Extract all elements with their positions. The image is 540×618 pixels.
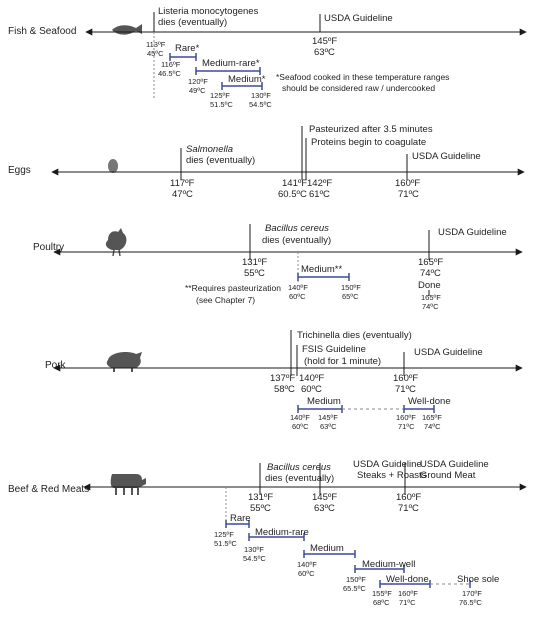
note-pasteurization-1: **Requires pasteurization xyxy=(185,283,281,293)
temp-51-5c: 51.5ºC xyxy=(210,100,233,109)
label-medium: Medium** xyxy=(301,264,343,275)
temp-130f: 130ºF xyxy=(251,91,271,100)
label-bacillus-sub: dies (eventually) xyxy=(262,235,332,246)
temp-145f: 145ºF xyxy=(312,36,338,47)
done-165f: 165ºF xyxy=(421,293,441,302)
temp-60c: 60ºC xyxy=(301,384,322,395)
temp-47c: 47ºC xyxy=(172,189,193,200)
temp-140f: 140ºF xyxy=(299,373,325,384)
label-bacillus: Bacillus cereus xyxy=(267,462,331,473)
temp-125f: 125ºF xyxy=(210,91,230,100)
ss-170f: 170ºF xyxy=(462,589,482,598)
temp-130f: 130ºF xyxy=(244,545,264,554)
temp-49c: 49ºC xyxy=(189,86,206,95)
temp-45c: 45ºC xyxy=(147,49,164,58)
label-usda: USDA Guideline xyxy=(324,13,393,24)
well-71c: 71ºC xyxy=(398,422,415,431)
label-fsis: FSIS Guideline xyxy=(302,344,366,355)
temp-46-5c: 46.5ºC xyxy=(158,69,181,78)
label-well-done: Well-done xyxy=(408,396,451,407)
label-rare: Rare* xyxy=(175,43,200,54)
cow-icon xyxy=(111,474,146,495)
done-74c: 74ºC xyxy=(422,302,439,311)
egg-icon xyxy=(108,159,118,173)
pig-icon xyxy=(107,352,142,372)
well-74c: 74ºC xyxy=(424,422,441,431)
section-pork xyxy=(45,330,522,431)
ss-76-5c: 76.5ºC xyxy=(459,598,482,607)
label-medium-rare: Medium-rare* xyxy=(202,58,260,69)
label-ground-meat: Ground Meat xyxy=(420,470,476,481)
temp-71c: 71ºC xyxy=(398,189,419,200)
medium-60c: 60ºC xyxy=(292,422,309,431)
label-usda: USDA Guideline xyxy=(412,151,481,162)
label-bacillus: Bacillus cereus xyxy=(265,223,329,234)
section-title: Fish & Seafood xyxy=(8,26,77,37)
well-165f: 165ºF xyxy=(422,413,442,422)
temp-120f: 120ºF xyxy=(188,77,208,86)
label-pasteurized: Pasteurized after 3.5 minutes xyxy=(309,124,433,135)
label-trichinella: Trichinella dies (eventually) xyxy=(297,330,412,341)
section-title: Beef & Red Meats xyxy=(8,484,90,495)
label-medium: Medium xyxy=(310,543,344,554)
wd-68c: 68ºC xyxy=(373,598,390,607)
temp-160f: 160ºF xyxy=(395,178,421,189)
temp-51-5c: 51.5ºC xyxy=(214,539,237,548)
temp-125f: 125ºF xyxy=(214,530,234,539)
temp-61c: 61ºC xyxy=(309,189,330,200)
medium-63c: 63ºC xyxy=(320,422,337,431)
fish-icon xyxy=(112,24,142,35)
temp-74c: 74ºC xyxy=(420,268,441,279)
temp-60c: 60ºC xyxy=(289,292,306,301)
temp-55c: 55ºC xyxy=(244,268,265,279)
wd-71c: 71ºC xyxy=(399,598,416,607)
label-salmonella: Salmonella xyxy=(186,144,233,155)
temp-54-5c: 54.5ºC xyxy=(243,554,266,563)
section-eggs xyxy=(8,124,524,200)
section-title: Eggs xyxy=(8,165,31,176)
label-shoe-sole: Shoe sole xyxy=(457,574,500,585)
label-usda-steaks: USDA Guideline xyxy=(353,459,422,470)
section-beef xyxy=(8,459,526,607)
wd-155f: 155ºF xyxy=(372,589,392,598)
section-title: Pork xyxy=(45,360,66,371)
temp-117f: 117ºF xyxy=(170,178,195,189)
label-medium-well: Medium-well xyxy=(362,559,416,570)
medium-145f: 145ºF xyxy=(318,413,338,422)
mw-150f: 150ºF xyxy=(346,575,366,584)
label-well-done: Well-done xyxy=(386,574,429,585)
label-medium: Medium xyxy=(307,396,341,407)
temp-65c: 65ºC xyxy=(342,292,359,301)
label-listeria: Listeria monocytogenes xyxy=(158,6,259,17)
wd-160f: 160ºF xyxy=(398,589,418,598)
mw-65-5c: 65.5ºC xyxy=(343,584,366,593)
temp-141f: 141ºF xyxy=(282,178,308,189)
medium-140f: 140ºF xyxy=(297,560,317,569)
label-bacillus-sub: dies (eventually) xyxy=(265,473,335,484)
temp-54-5c: 54.5ºC xyxy=(249,100,272,109)
temp-55c: 55ºC xyxy=(250,503,271,514)
temp-142f: 142ºF xyxy=(307,178,333,189)
temp-113f: 113ºF xyxy=(146,40,166,49)
note-seafood-1: *Seafood cooked in these temperature ranges xyxy=(276,72,450,82)
label-usda: USDA Guideline xyxy=(414,347,483,358)
label-listeria-sub: dies (eventually) xyxy=(158,17,228,28)
temp-71c: 71ºC xyxy=(395,384,416,395)
label-usda-ground: USDA Guideline xyxy=(420,459,489,470)
temp-58c: 58ºC xyxy=(274,384,295,395)
temp-60-5c: 60.5ºC xyxy=(278,189,307,200)
label-medium: Medium* xyxy=(228,74,266,85)
label-salmonella-sub: dies (eventually) xyxy=(186,155,256,166)
section-title: Poultry xyxy=(33,242,65,253)
label-steaks-roasts: Steaks + Roasts xyxy=(357,470,427,481)
temp-131f: 131ºF xyxy=(242,257,268,268)
temp-150f: 150ºF xyxy=(341,283,361,292)
section-fish-seafood xyxy=(8,6,526,109)
label-done: Done xyxy=(418,280,441,291)
temp-137f: 137ºF xyxy=(270,373,296,384)
label-proteins: Proteins begin to coagulate xyxy=(311,137,427,148)
temp-160f: 160ºF xyxy=(396,492,422,503)
label-fsis-sub: (hold for 1 minute) xyxy=(304,356,382,367)
temp-71c: 71ºC xyxy=(398,503,419,514)
medium-60c: 60ºC xyxy=(298,569,315,578)
label-rare: Rare xyxy=(230,513,251,524)
medium-140f: 140ºF xyxy=(290,413,310,422)
temp-116f: 116ºF xyxy=(161,60,181,69)
label-medium-rare: Medium-rare xyxy=(255,527,309,538)
label-usda: USDA Guideline xyxy=(438,227,507,238)
note-seafood-2: should be considered raw / undercooked xyxy=(282,83,436,93)
temp-145f: 145ºF xyxy=(312,492,338,503)
section-poultry xyxy=(33,223,522,311)
temp-63c: 63ºC xyxy=(314,503,335,514)
temp-131f: 131ºF xyxy=(248,492,274,503)
temp-140f: 140ºF xyxy=(288,283,308,292)
temp-63c: 63ºC xyxy=(314,47,335,58)
well-160f: 160ºF xyxy=(396,413,416,422)
temp-160f: 160ºF xyxy=(393,373,419,384)
temp-165f: 165ºF xyxy=(418,257,444,268)
note-pasteurization-2: (see Chapter 7) xyxy=(196,295,256,305)
